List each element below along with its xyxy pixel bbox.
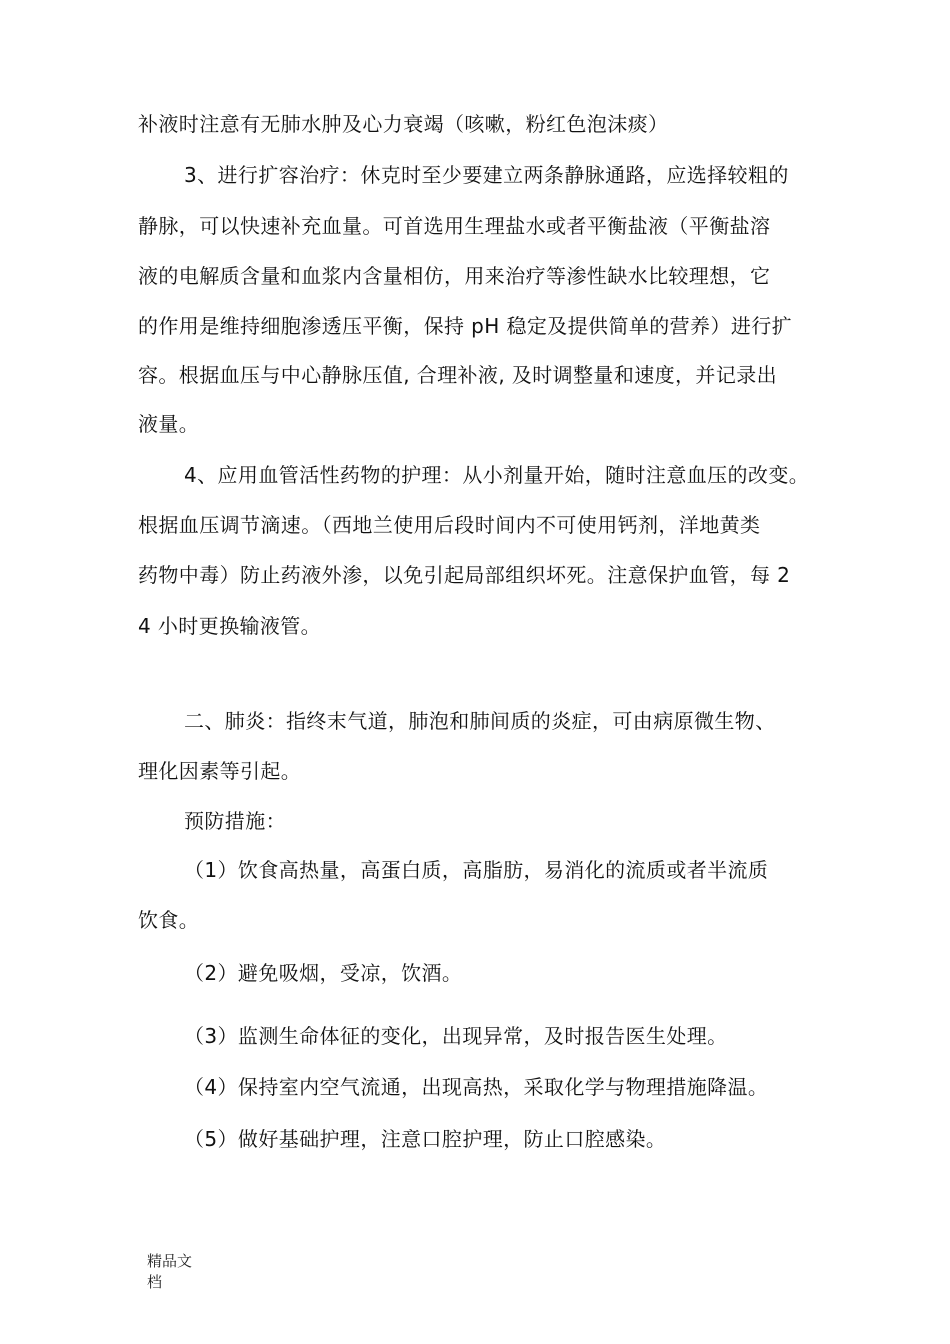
list-item-line: （2）避免吸烟，受凉，饮酒。	[184, 961, 463, 985]
paragraph-line: 药物中毒）防止药液外渗，以免引起局部组织坏死。注意保护血管，每 2	[138, 563, 791, 587]
paragraph-line: 液量。	[138, 412, 200, 436]
footer-watermark-line: 精品文	[147, 1252, 193, 1270]
paragraph-line: 根据血压调节滴速。（西地兰使用后段时间内不可使用钙剂，洋地黄类	[138, 513, 761, 537]
list-item-line: 饮食。	[138, 908, 200, 932]
list-item-line: （3）监测生命体征的变化，出现异常，及时报告医生处理。	[184, 1024, 728, 1048]
list-item-line: （4）保持室内空气流通，出现高热，采取化学与物理措施降温。	[184, 1075, 769, 1099]
paragraph-line: 理化因素等引起。	[138, 759, 302, 783]
paragraph-line: 4 小时更换输液管。	[138, 614, 322, 638]
paragraph-line: 液的电解质含量和血浆内含量相仿，用来治疗等渗性缺水比较理想，它	[138, 264, 771, 288]
paragraph-line: 的作用是维持细胞渗透压平衡，保持 pH 稳定及提供简单的营养）进行扩	[138, 314, 793, 338]
paragraph-line: 容。根据血压与中心静脉压值, 合理补液, 及时调整量和速度，并记录出	[138, 363, 778, 387]
subheading-line: 预防措施：	[184, 809, 286, 833]
list-item-line: （1）饮食高热量，高蛋白质，高脂肪，易消化的流质或者半流质	[184, 858, 769, 882]
paragraph-line: 补液时注意有无肺水肿及心力衰竭（咳嗽，粉红色泡沫痰）	[138, 112, 669, 136]
list-item-line: （5）做好基础护理，注意口腔护理，防止口腔感染。	[184, 1127, 667, 1151]
paragraph-line: 4、应用血管活性药物的护理：从小剂量开始，随时注意血压的改变。	[184, 463, 810, 487]
footer-watermark-line: 档	[147, 1273, 163, 1291]
paragraph-line: 静脉，可以快速补充血量。可首选用生理盐水或者平衡盐液（平衡盐溶	[138, 214, 771, 238]
paragraph-line: 3、进行扩容治疗：休克时至少要建立两条静脉通路，应选择较粗的	[184, 163, 789, 187]
section-heading-line: 二、肺炎：指终末气道，肺泡和肺间质的炎症，可由病原微生物、	[184, 709, 776, 733]
